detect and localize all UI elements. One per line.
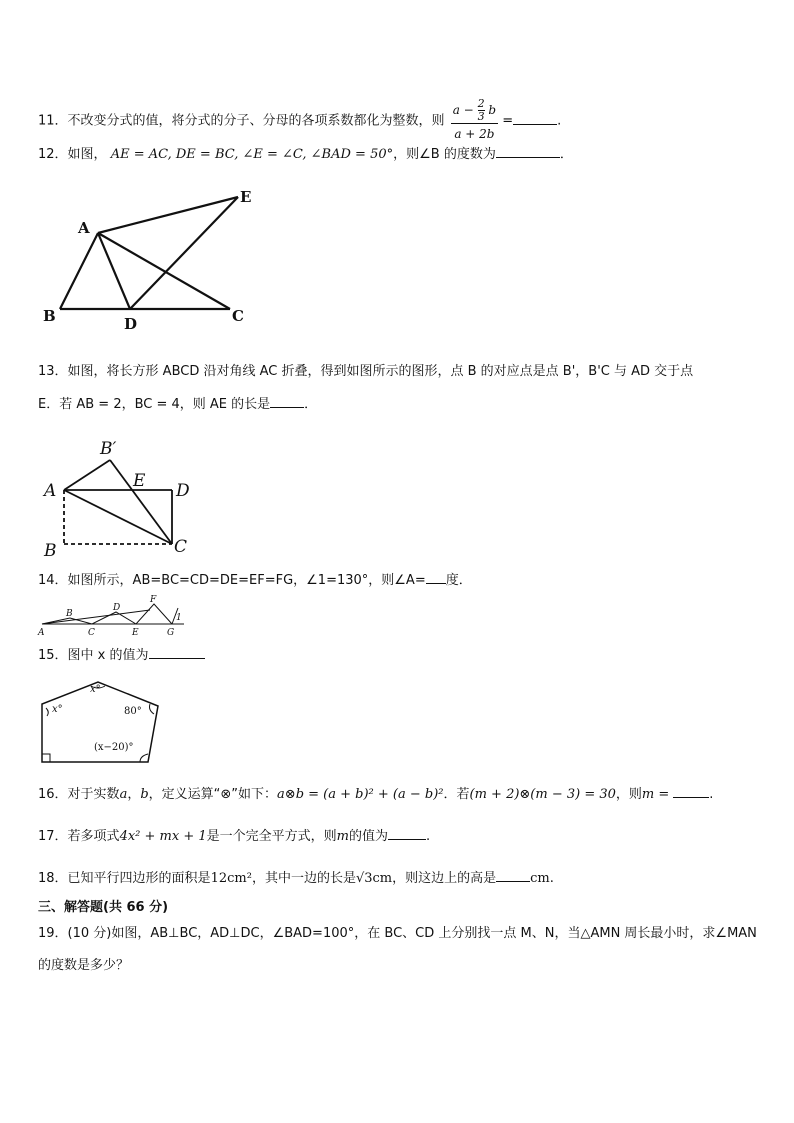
segment-ae: [98, 197, 238, 233]
angle-arc-left: [46, 708, 48, 716]
section-heading: 三、解答题(共 66 分): [38, 900, 169, 915]
figure-q14-zigzag: [36, 594, 188, 640]
figure-q13-rectangle-fold: [38, 432, 208, 562]
question-13-line-1: 13．如图，将长方形 ABCD 沿对角线 AC 折叠，得到如图所示的图形，点 B 的对应点是点 B'，B'C 与 AD 交于点: [38, 364, 694, 379]
fraction-denominator: a + 2b: [454, 127, 495, 141]
question-number: 13: [38, 364, 55, 379]
segment-ad: [98, 233, 130, 309]
question-13-line-2: E．若 AB = 2，BC = 4，则 AE 的长是 ．: [38, 394, 317, 415]
segment-ac: [98, 233, 230, 309]
label-d: D: [113, 603, 121, 613]
fraction: [451, 98, 498, 144]
question-number: 14: [38, 573, 55, 588]
answer-blank[interactable]: [496, 144, 560, 158]
right-angle-mark: [42, 754, 50, 762]
operation-definition: a⊗b = (a + b)² + (a − b)²: [277, 787, 444, 802]
label-80: 80°: [124, 706, 142, 717]
answer-blank[interactable]: [513, 111, 557, 125]
label-x-top: x°: [90, 684, 101, 695]
label-b: B: [43, 307, 56, 325]
figure-q12-triangles: [38, 185, 268, 335]
label-e: E: [133, 471, 146, 491]
label-angle-1: 1: [176, 613, 182, 623]
question-16: 16．对于实数a，b，定义运算“⊗”如下：a⊗b = (a + b)² + (a − b)²．若(m + 2)⊗(m − 3) = 30，则m = .: [38, 784, 713, 805]
angle-arc-bottom: [140, 754, 148, 762]
label-d: D: [124, 315, 138, 333]
question-number: 19: [38, 926, 55, 941]
answer-blank[interactable]: [388, 826, 426, 840]
question-11: 11．不改变分式的值，将分式的分子、分母的各项系数都化为整数，则 a − $\frac{2}{3}$ b a + 2b = .: [38, 98, 561, 144]
question-number: 16: [38, 787, 55, 802]
question-15: 15．图中 x 的值为: [38, 645, 205, 666]
label-d: D: [176, 481, 190, 501]
segment-de: [130, 197, 238, 309]
question-number: 11: [38, 113, 55, 129]
answer-blank[interactable]: [426, 570, 446, 584]
question-number: 18: [38, 871, 55, 886]
answer-blank[interactable]: [496, 868, 530, 882]
equation: (m + 2)⊗(m − 3) = 30: [469, 787, 616, 802]
label-c: C: [174, 537, 188, 557]
segment-ab: [60, 233, 98, 309]
question-12: 12．如图， AE = AC, DE = BC, ∠E = ∠C, ∠BAD = 50°，则∠B 的度数为 ．: [38, 144, 573, 165]
question-number: 12: [38, 147, 55, 162]
label-c: C: [88, 628, 95, 638]
segment-ab-prime: [64, 460, 110, 490]
segment-ac: [64, 490, 172, 544]
side-length: √3cm: [355, 871, 393, 886]
question-19-line-1: 19．(10 分)如图，AB⊥BC，AD⊥DC，∠BAD=100°，在 BC、CD 上分别找一点 M、N，当△AMN 周长最小时，求∠MAN: [38, 926, 757, 941]
label-x-minus-20: (x−20)°: [94, 742, 134, 753]
label-b: B: [66, 609, 73, 619]
label-a: A: [38, 628, 45, 638]
polynomial: 4x² + mx + 1: [119, 829, 207, 844]
label-c: C: [232, 307, 244, 325]
answer-blank[interactable]: [149, 645, 205, 659]
question-text: ．不改变分式的值，将分式的分子、分母的各项系数都化为整数，则: [54, 113, 445, 129]
answer-blank[interactable]: [270, 394, 304, 408]
question-number: 15: [38, 648, 55, 663]
label-e: E: [132, 628, 139, 638]
label-x-left: x°: [52, 704, 63, 715]
label-a: A: [44, 481, 57, 501]
equals-sign: =: [502, 113, 514, 129]
answer-blank[interactable]: [673, 784, 709, 798]
label-f: F: [150, 595, 157, 605]
inner-fraction: $\frac{2}{3}$: [477, 97, 485, 123]
label-g: G: [167, 628, 175, 638]
math-expression: AE = AC, DE = BC, ∠E = ∠C, ∠BAD = 50°: [110, 147, 394, 162]
figure-q15-pentagon: [36, 672, 166, 768]
label-e: E: [240, 188, 252, 206]
question-19-line-2: 的度数是多少？: [38, 958, 130, 973]
question-number: 17: [38, 829, 55, 844]
question-14: 14．如图所示，AB=BC=CD=DE=EF=FG，∠1=130°，则∠A= 度．: [38, 570, 472, 591]
label-a: A: [78, 219, 90, 237]
label-b: B: [44, 541, 57, 561]
question-18: 18．已知平行四边形的面积是12cm²，其中一边的长是√3cm，则这边上的高是 cm.: [38, 868, 554, 889]
question-17: 17．若多项式4x² + mx + 1是一个完全平方式，则m的值为 .: [38, 826, 430, 847]
area-value: 12cm²: [210, 871, 252, 886]
fraction-numerator: a − $\frac{2}{3}$ b: [452, 97, 497, 123]
angle-arc-right: [150, 704, 155, 714]
label-b-prime: B′: [100, 439, 117, 459]
